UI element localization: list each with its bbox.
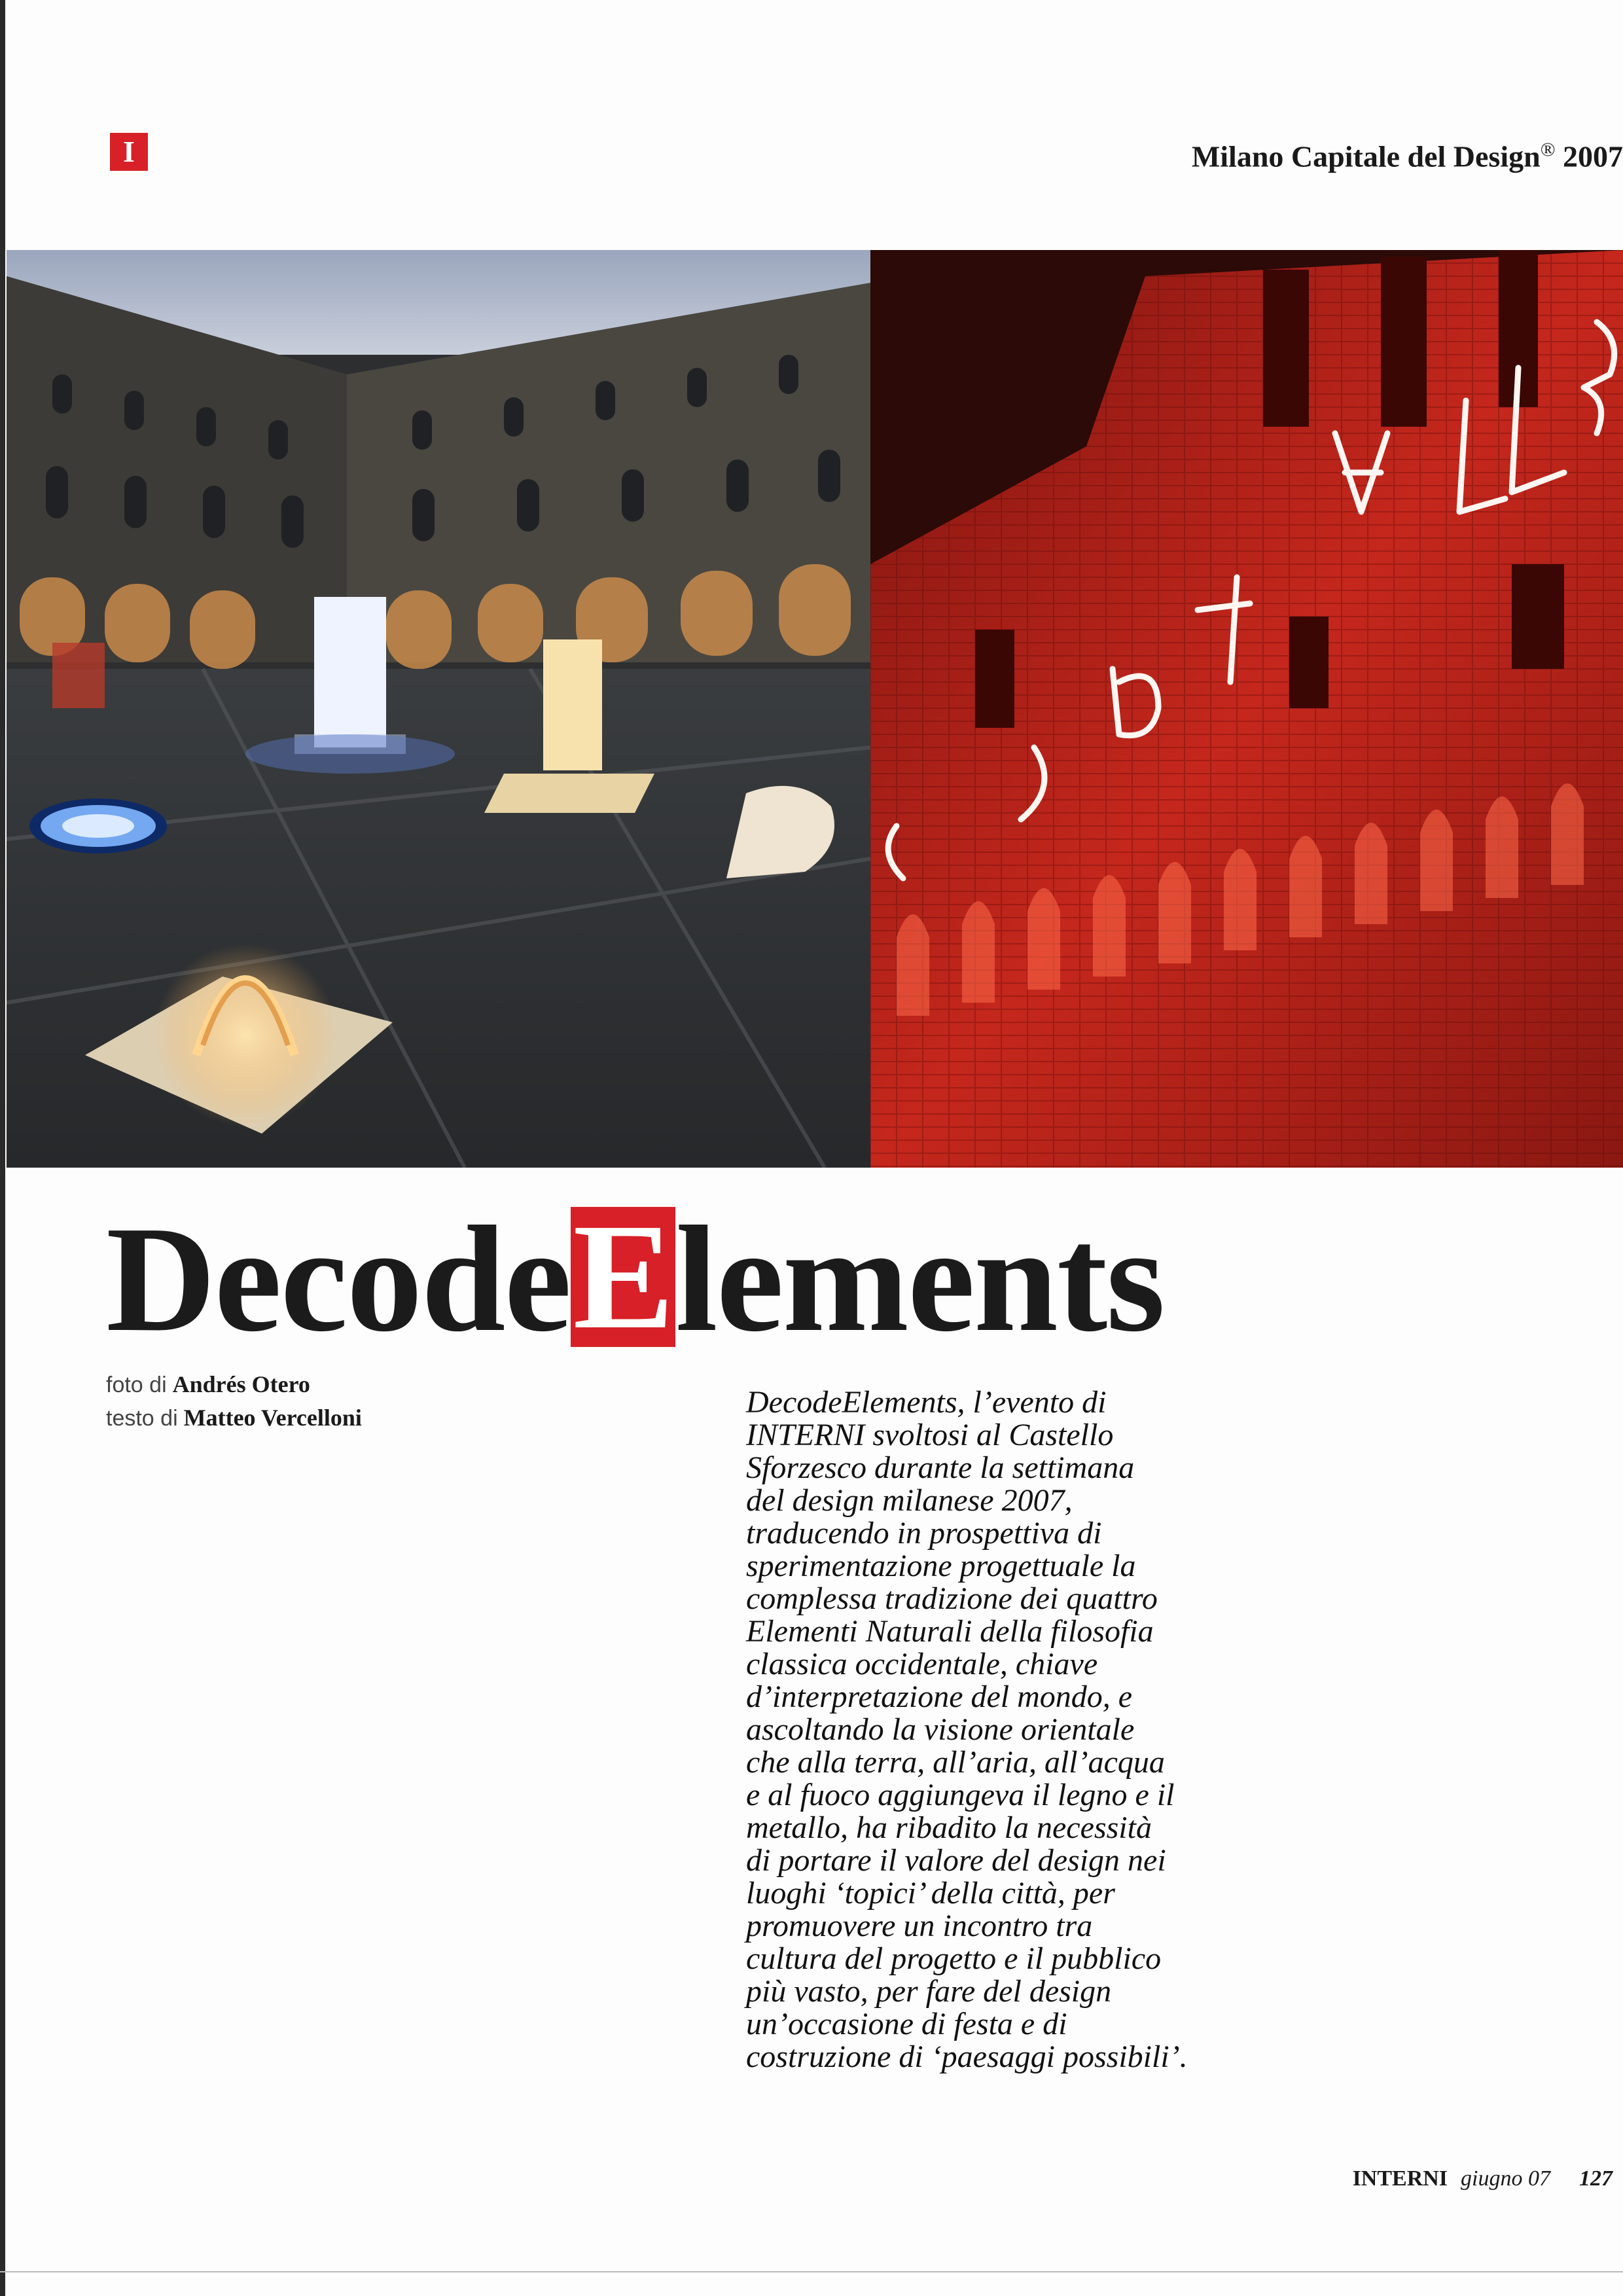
registered-mark: ®	[1540, 139, 1556, 160]
intro-line: più vasto, per fare del design	[746, 1974, 1112, 2009]
castle-wall-photo	[870, 250, 1623, 1168]
intro-line: Elementi Naturali della filosofia	[746, 1614, 1154, 1649]
credits	[106, 1368, 362, 1435]
intro-line: Sforzesco durante la settimana	[746, 1450, 1135, 1485]
photo-credit-label: foto di	[106, 1372, 167, 1397]
intro-line: INTERNI svoltosi al Castello	[746, 1418, 1114, 1452]
page-footer	[1353, 2166, 1613, 2191]
intro-line: complessa tradizione dei quattro	[746, 1581, 1158, 1616]
intro-line: traducendo in prospettiva di	[746, 1516, 1102, 1551]
intro-line: costruzione di ‘paesaggi possibili’.	[746, 2039, 1188, 2074]
photo-credit-name: Andrés Otero	[172, 1371, 310, 1397]
bottom-rule	[0, 2271, 1623, 2272]
headline-part-lements: lements	[675, 1195, 1164, 1363]
headline-decode-elements	[106, 1193, 1164, 1363]
intro-line: ascoltando la visione orientale	[746, 1712, 1135, 1747]
intro-paragraph	[746, 1386, 1472, 2073]
intro-line: del design milanese 2007,	[746, 1483, 1073, 1518]
text-credit-label: testo di	[106, 1406, 178, 1431]
text-credit-name: Matteo Vercelloni	[183, 1405, 362, 1431]
intro-line: e al fuoco aggiungeva il legno e il	[746, 1778, 1175, 1812]
intro-line: sperimentazione progettuale la	[746, 1549, 1136, 1583]
running-head-year: 2007	[1563, 139, 1623, 173]
headline-red-boxed-letter: E	[571, 1207, 676, 1347]
text-credit	[106, 1401, 362, 1435]
intro-line: metallo, ha ribadito la necessità	[746, 1810, 1152, 1845]
photo-credit	[106, 1368, 362, 1401]
footer-issue: giugno 07	[1461, 2166, 1550, 2191]
running-head-text: Milano Capitale del Design	[1191, 139, 1541, 173]
page-number: 127	[1579, 2166, 1613, 2191]
intro-line: luoghi ‘topici’ della città, per	[746, 1876, 1115, 1910]
page-binding-edge	[0, 0, 5, 2296]
running-head	[707, 139, 1623, 173]
intro-line: classica occidentale, chiave	[746, 1647, 1098, 1681]
intro-line: che alla terra, all’aria, all’acqua	[746, 1745, 1165, 1780]
intro-line: di portare il valore del design nei	[746, 1843, 1166, 1878]
headline-part-decode: Decode	[106, 1195, 571, 1363]
interni-logo: I	[110, 133, 148, 171]
intro-line: cultura del progetto e il pubblico	[746, 1941, 1162, 1976]
intro-line: DecodeElements, l’evento di	[746, 1385, 1107, 1420]
footer-magazine: INTERNI	[1352, 2166, 1448, 2191]
courtyard-photo	[7, 250, 870, 1168]
intro-line: un’occasione di festa e di	[746, 2007, 1067, 2041]
intro-line: promuovere un incontro tra	[746, 1909, 1093, 1943]
intro-line: d’interpretazione del mondo, e	[746, 1679, 1133, 1714]
